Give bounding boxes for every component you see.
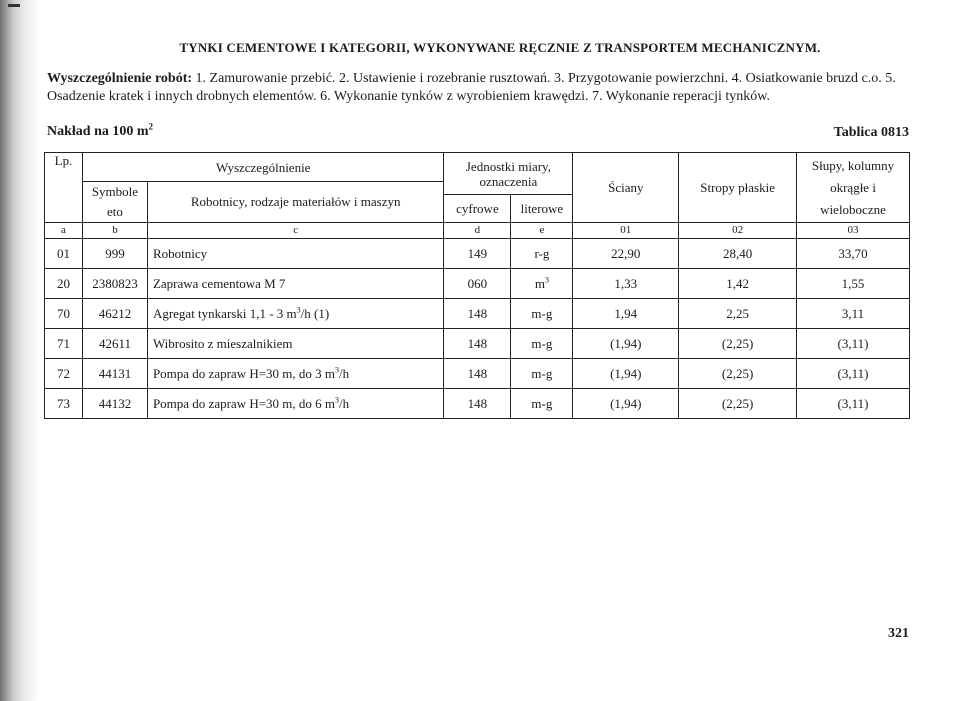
row-stropy: (2,25) — [679, 359, 797, 389]
code-e: e — [511, 223, 573, 239]
row-slupy: 1,55 — [797, 269, 910, 299]
row-sciany: (1,94) — [573, 329, 679, 359]
row-slupy: (3,11) — [797, 359, 910, 389]
row-sciany: 1,94 — [573, 299, 679, 329]
row-symbol: 46212 — [82, 299, 147, 329]
row-lp: 73 — [45, 389, 83, 419]
row-name: Agregat tynkarski 1,1 - 3 $m^3/h$ (1) — [147, 299, 444, 329]
table-row — [45, 299, 910, 329]
row-name: Pompa do zapraw H=30 m, do 3 $m^3/h$ — [147, 359, 444, 389]
row-literowe: m-g — [511, 329, 573, 359]
row-cyfrowe: 148 — [444, 329, 511, 359]
row-lp: 01 — [45, 239, 83, 269]
row-sciany: (1,94) — [573, 359, 679, 389]
row-lp: 70 — [45, 299, 83, 329]
header-lp: Lp. — [45, 153, 83, 182]
row-name: Zaprawa cementowa M 7 — [147, 269, 444, 299]
header-stropy: Stropy płaskie — [679, 153, 797, 223]
row-literowe: r-g — [511, 239, 573, 269]
row-lp: 71 — [45, 329, 83, 359]
row-name: Pompa do zapraw H=30 m, do 6 $m^3/h$ — [147, 389, 444, 419]
description-text: 1. Zamurowanie przebić. 2. Ustawienie i rozebranie rusztowań. 3. Przygotowanie powierzchni. 4. Osiatkowanie bruzd c.o. 5. Osadzenie kratek i innych drobnych elementów. 6. Wykonanie tynków z wyrobieniem krawędzi. 7. Wykonanie reperacji tynków. — [47, 71, 896, 104]
code-c: c — [147, 223, 444, 239]
row-slupy: 3,11 — [797, 299, 910, 329]
code-02: 02 — [679, 223, 797, 239]
header-slupy: Słupy, kolumny okrągłe i wieloboczne — [797, 153, 910, 223]
table-number: Tablica 0813 — [833, 125, 909, 140]
row-cyfrowe: 148 — [444, 389, 511, 419]
row-stropy: 2,25 — [679, 299, 797, 329]
row-slupy: (3,11) — [797, 389, 910, 419]
row-cyfrowe: 149 — [444, 239, 511, 269]
header-row-1 — [45, 153, 910, 182]
code-03: 03 — [797, 223, 910, 239]
row-literowe: m-g — [511, 389, 573, 419]
page-binding-shadow — [0, 0, 40, 701]
row-literowe: m-g — [511, 359, 573, 389]
code-d: d — [444, 223, 511, 239]
row-literowe: m-g — [511, 299, 573, 329]
naklad-label: Nakład na 100 $m^2$ — [47, 121, 154, 139]
row-slupy: 33,70 — [797, 239, 910, 269]
table-row — [45, 359, 910, 389]
row-lp: 72 — [45, 359, 83, 389]
row-lp: 20 — [45, 269, 83, 299]
header-jednostki: Jednostki miary, oznaczenia — [444, 153, 573, 195]
row-stropy: (2,25) — [679, 389, 797, 419]
row-stropy: (2,25) — [679, 329, 797, 359]
row-literowe: $m^3$ — [511, 269, 573, 299]
page-number: 321 — [888, 626, 909, 641]
header-lp-spacer — [45, 182, 83, 223]
header-robotnicy: Robotnicy, rodzaje materiałów i maszyn — [147, 182, 444, 223]
table-row — [45, 239, 910, 269]
code-b: b — [82, 223, 147, 239]
row-slupy: (3,11) — [797, 329, 910, 359]
norms-table — [44, 152, 910, 419]
table-row — [45, 269, 910, 299]
code-01: 01 — [573, 223, 679, 239]
row-name: Wibrosito z mieszalnikiem — [147, 329, 444, 359]
row-cyfrowe: 148 — [444, 359, 511, 389]
row-sciany: 1,33 — [573, 269, 679, 299]
row-sciany: 22,90 — [573, 239, 679, 269]
row-symbol: 44131 — [82, 359, 147, 389]
column-codes-row — [45, 223, 910, 239]
corner-mark — [8, 4, 20, 7]
row-symbol: 42611 — [82, 329, 147, 359]
row-cyfrowe: 148 — [444, 299, 511, 329]
code-a: a — [45, 223, 83, 239]
row-symbol: 999 — [82, 239, 147, 269]
table-row — [45, 389, 910, 419]
header-sciany: Ściany — [573, 153, 679, 223]
row-cyfrowe: 060 — [444, 269, 511, 299]
header-literowe: literowe — [511, 195, 573, 223]
header-cyfrowe: cyfrowe — [444, 195, 511, 223]
row-sciany: (1,94) — [573, 389, 679, 419]
row-symbol: 2380823 — [82, 269, 147, 299]
header-wyszczegolnienie: Wyszczególnienie — [82, 153, 443, 182]
row-symbol: 44132 — [82, 389, 147, 419]
header-symbole: Symbole eto — [82, 182, 147, 223]
page-title: TYNKI CEMENTOWE I KATEGORII, WYKONYWANE RĘCZNIE Z TRANSPORTEM MECHANICZNYM. — [179, 40, 821, 55]
row-name: Robotnicy — [147, 239, 444, 269]
table-row — [45, 329, 910, 359]
description-label: Wyszczególnienie robót: — [47, 71, 193, 86]
row-stropy: 1,42 — [679, 269, 797, 299]
row-stropy: 28,40 — [679, 239, 797, 269]
work-description — [47, 70, 907, 106]
